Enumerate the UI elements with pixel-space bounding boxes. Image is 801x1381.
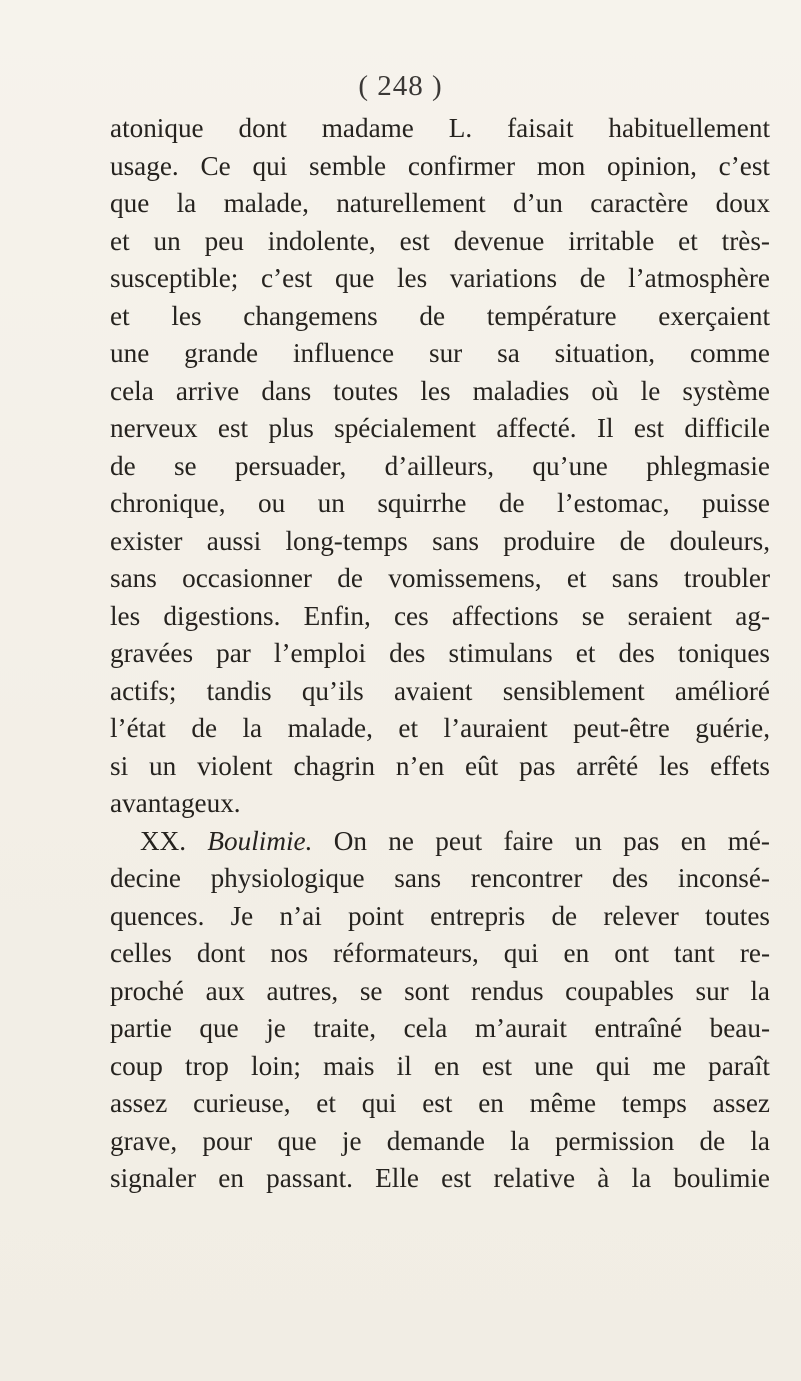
text-line: proché aux autres, se sont rendus coupables sur la [110,975,770,1006]
text-line: et un peu indolente, est devenue irritable et très- [110,225,770,256]
text-line: signaler en passant. Elle est relative à la boulimie [110,1163,770,1193]
text-line: si un violent chagrin n’en eût pas arrêté les effets [110,750,770,781]
section-heading-line [110,823,770,861]
text-line: chronique, ou un squirrhe de l’estomac, puisse [110,488,770,518]
text-line: cela arrive dans toutes les maladies où le système [110,375,770,406]
section-number: XX. [140,825,187,856]
text-line: decine physiologique sans rencontrer des inconsé- [110,863,770,893]
text-line: gravées par l’emploi des stimulans et des toniques [110,638,770,668]
text-line: atonique dont madame L. faisait habituellement [110,113,770,143]
text-line: actifs; tandis qu’ils avaient sensiblement amélioré [110,675,770,706]
text-line: et les changemens de température exerçaient [110,300,770,331]
section-first-line-text: On ne peut faire un pas en mé- [333,825,770,856]
text-line: sans occasionner de vomissemens, et sans troubler [110,563,770,593]
text-line: exister aussi long-temps sans produire de douleurs, [110,525,770,556]
text-line: une grande influence sur sa situation, comme [110,338,770,368]
text-line: coup trop loin; mais il en est une qui me paraît [110,1050,770,1081]
text-line: nerveux est plus spécialement affecté. Il est difficile [110,413,770,443]
section-title: Boulimie. [207,825,313,856]
text-line: de se persuader, d’ailleurs, qu’une phlegmasie [110,450,770,481]
text-line: avantageux. [110,788,241,818]
text-line: assez curieuse, et qui est en même temps assez [110,1088,770,1118]
text-line: partie que je traite, cela m’aurait entraîné beau- [110,1013,770,1043]
text-line: susceptible; c’est que les variations de l’atmosphère [110,263,770,293]
text-line: grave, pour que je demande la permission de la [110,1125,770,1156]
text-line: les digestions. Enfin, ces affections se seraient ag- [110,600,770,631]
text-line: usage. Ce qui semble confirmer mon opinion, c’est [110,150,770,181]
page-number: ( 248 ) [358,70,443,102]
text-line: celles dont nos réformateurs, qui en ont tant re- [110,938,770,968]
body-text [110,110,770,1198]
text-line: l’état de la malade, et l’auraient peut-être guérie, [110,713,770,743]
text-line: quences. Je n’ai point entrepris de relever toutes [110,900,770,931]
text-line: que la malade, naturellement d’un caractère doux [110,188,770,218]
